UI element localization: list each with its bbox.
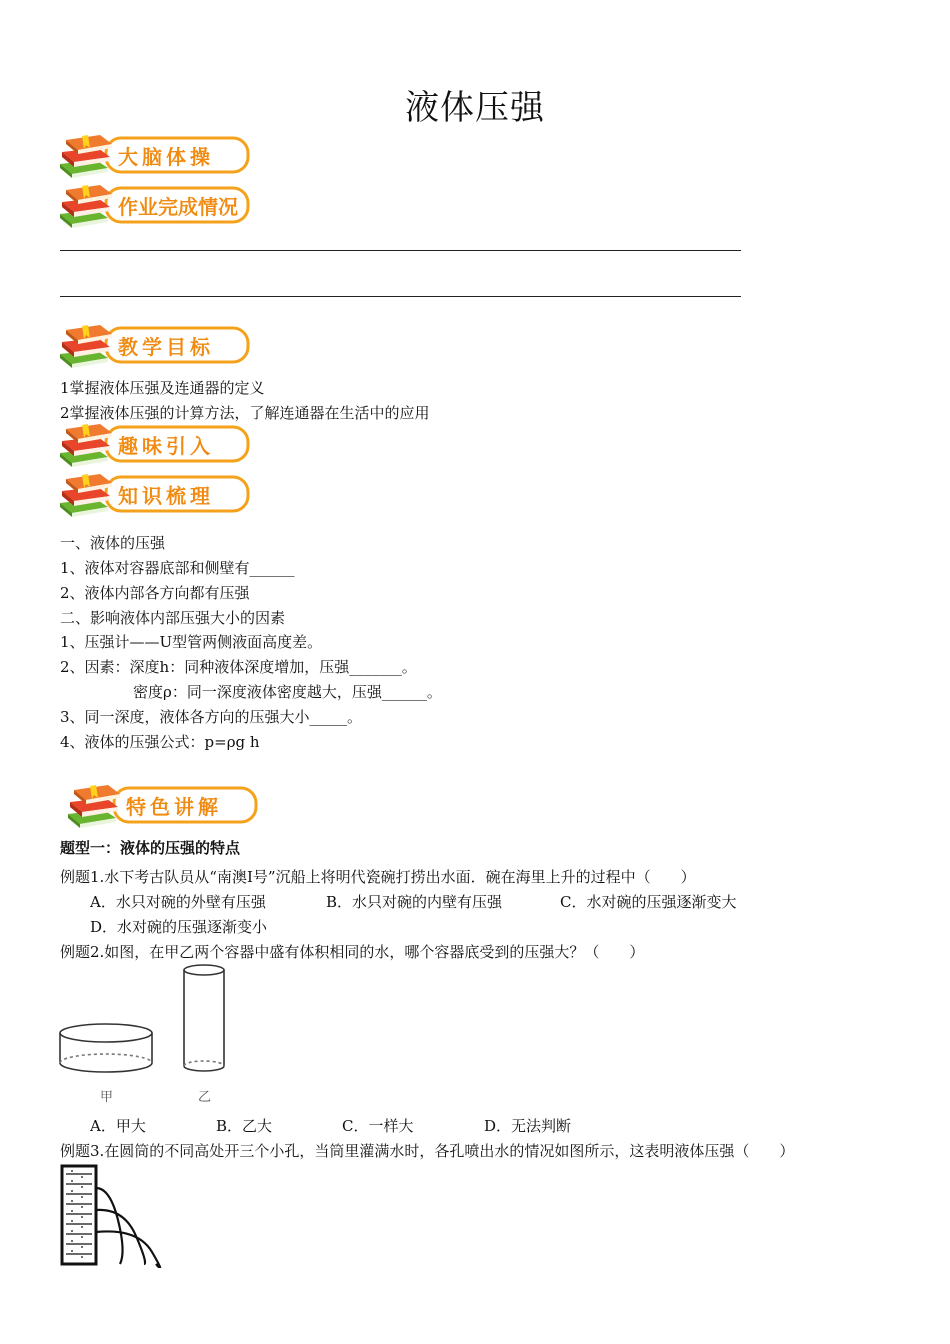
banner-homework-status	[56, 180, 256, 230]
goal-item: 2掌握液体压强的计算方法，了解连通器在生活中的应用	[60, 404, 430, 422]
knowledge-item: 3、同一深度，液体各方向的压强大小_____。	[60, 708, 363, 726]
knowledge-item: 2、液体内部各方向都有压强	[60, 584, 250, 602]
question-type-heading: 题型一：液体的压强的特点	[60, 839, 241, 857]
example-2-option-c: C．一样大	[342, 1117, 414, 1135]
banner-label: 趣味引入	[118, 433, 214, 458]
answer-line	[60, 296, 741, 297]
example-1-option-d: D．水对碗的压强逐渐变小	[90, 918, 268, 936]
banner-fun-intro	[56, 419, 256, 469]
example-1-option-c: C．水对碗的压强逐渐变大	[560, 893, 737, 911]
knowledge-item: 1、液体对容器底部和侧壁有______	[60, 559, 295, 577]
banner-teaching-goals	[56, 320, 256, 370]
banner-knowledge-review	[56, 469, 256, 519]
page-title: 液体压强	[405, 88, 545, 128]
goal-item: 1掌握液体压强及连通器的定义	[60, 379, 265, 397]
knowledge-item: 2、因素：深度h：同种液体深度增加，压强_______。	[60, 658, 417, 676]
knowledge-item: 4、液体的压强公式：p=ρg h	[60, 733, 260, 751]
example-2-option-a: A．甲大	[90, 1117, 146, 1135]
label-yi: 乙	[198, 1090, 212, 1105]
label-jia: 甲	[100, 1090, 114, 1105]
banner-label: 大脑体操	[118, 144, 214, 169]
example-1-option-b: B．水只对碗的内壁有压强	[326, 893, 503, 911]
banner-label: 知识梳理	[118, 483, 214, 508]
knowledge-item: 1、压强计——U型管两侧液面高度差。	[60, 633, 323, 651]
knowledge-item: 密度ρ：同一深度液体密度越大，压强______。	[133, 683, 442, 701]
example-3-question: 例题3.在圆筒的不同高处开三个小孔，当筒里灌满水时，各孔喷出水的情况如图所示，这表明液体压强（ ）	[60, 1142, 795, 1160]
containers-figure	[58, 962, 238, 1077]
knowledge-heading: 二、影响液体内部压强大小的因素	[60, 609, 286, 627]
cylinder-holes-figure	[58, 1164, 168, 1268]
example-2-question: 例题2.如图，在甲乙两个容器中盛有体积相同的水，哪个容器底受到的压强大？（ ）	[60, 943, 645, 961]
example-2-option-d: D．无法判断	[484, 1117, 572, 1135]
example-1-option-a: A．水只对碗的外壁有压强	[90, 893, 266, 911]
banner-brain-exercise	[56, 130, 256, 180]
banner-label: 教学目标	[118, 334, 214, 359]
banner-label: 作业完成情况	[118, 194, 238, 219]
banner-label: 特色讲解	[126, 794, 222, 819]
knowledge-heading: 一、液体的压强	[60, 534, 166, 552]
banner-featured-explanation	[64, 780, 264, 830]
example-2-option-b: B．乙大	[216, 1117, 273, 1135]
example-1-question: 例题1.水下考古队员从“南澳Ⅰ号”沉船上将明代瓷碗打捞出水面．碗在海里上升的过程中（ ）	[60, 868, 696, 886]
answer-line	[60, 250, 741, 251]
